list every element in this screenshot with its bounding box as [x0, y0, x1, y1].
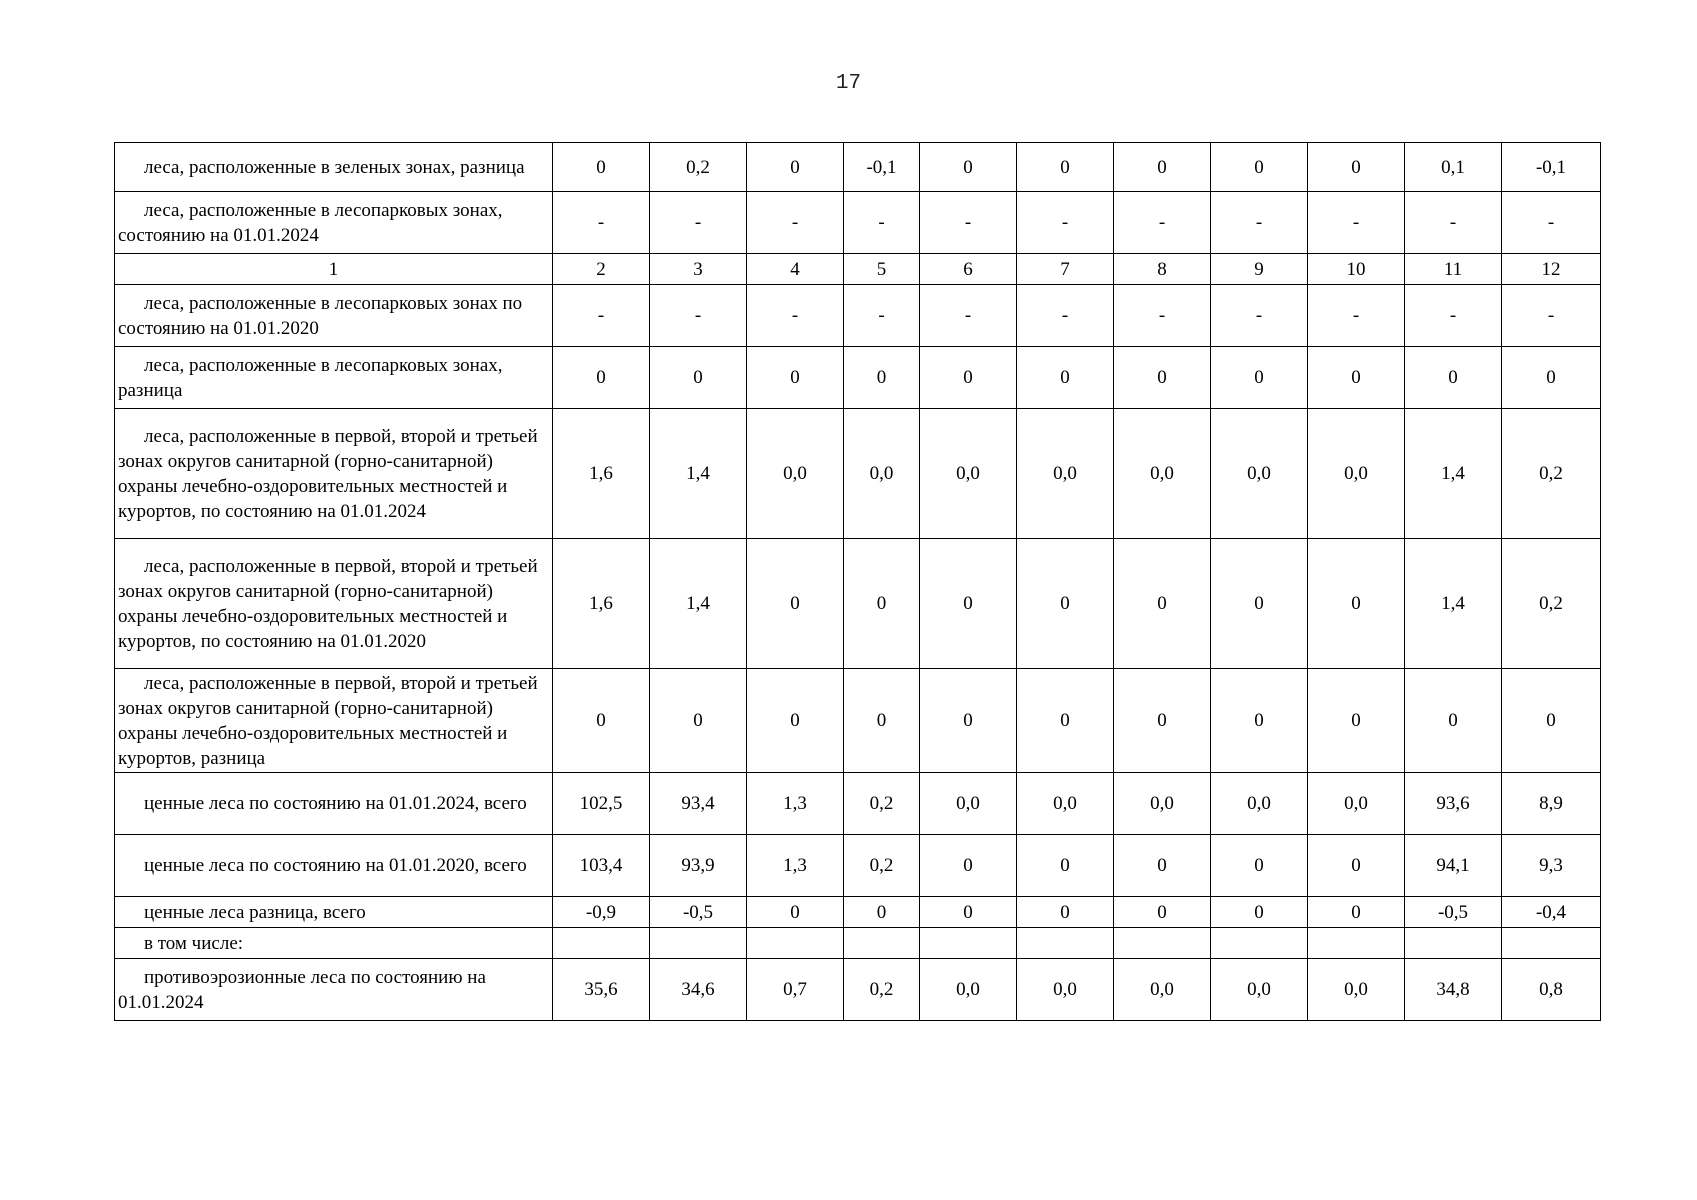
table-cell: 0 — [844, 669, 920, 773]
column-index-cell: 3 — [650, 254, 747, 285]
table-cell: 0 — [1017, 669, 1114, 773]
table-cell: 0 — [1114, 539, 1211, 669]
table-cell: 0 — [1211, 897, 1308, 928]
table-cell: 0 — [1211, 347, 1308, 409]
table-cell: - — [920, 285, 1017, 347]
row-label: противоэрозионные леса по состоянию на 01.01.2024 — [115, 959, 553, 1021]
table-cell: 0 — [1017, 143, 1114, 192]
table-cell: - — [1405, 192, 1502, 254]
table-cell: 0 — [1308, 539, 1405, 669]
table-cell — [920, 928, 1017, 959]
table-cell: - — [650, 285, 747, 347]
row-label: ценные леса разница, всего — [115, 897, 553, 928]
table-cell: 0 — [920, 539, 1017, 669]
table-cell: 0,0 — [920, 409, 1017, 539]
table-row — [115, 669, 1601, 773]
column-index-cell: 9 — [1211, 254, 1308, 285]
table-cell: 0 — [1114, 835, 1211, 897]
table-row — [115, 897, 1601, 928]
table-row — [115, 835, 1601, 897]
row-label: леса, расположенные в зеленых зонах, разница — [115, 143, 553, 192]
table-row — [115, 192, 1601, 254]
table-cell: - — [650, 192, 747, 254]
table-cell: - — [1308, 192, 1405, 254]
table-cell: - — [553, 192, 650, 254]
table-cell: 0 — [1308, 897, 1405, 928]
table-cell: 0 — [1211, 669, 1308, 773]
table-cell: 34,6 — [650, 959, 747, 1021]
table-cell: -0,9 — [553, 897, 650, 928]
table-cell: 1,4 — [1405, 409, 1502, 539]
row-label: леса, расположенные в первой, второй и третьей зонах округов санитарной (горно-санитарной) охраны лечебно-оздоровительных местностей и курортов, разница — [115, 669, 553, 773]
column-index-cell: 6 — [920, 254, 1017, 285]
table-cell: 0,7 — [747, 959, 844, 1021]
table-cell: 0 — [1308, 347, 1405, 409]
table-cell: 0,0 — [1211, 409, 1308, 539]
table-cell — [1308, 928, 1405, 959]
table-cell: - — [1502, 192, 1601, 254]
table-cell: 102,5 — [553, 773, 650, 835]
table-cell — [650, 928, 747, 959]
table-cell: 0,2 — [1502, 409, 1601, 539]
table-cell: 0 — [844, 347, 920, 409]
table-cell: 0 — [1405, 347, 1502, 409]
table-cell: - — [553, 285, 650, 347]
table-cell: 0,0 — [1017, 409, 1114, 539]
table-cell: 0,0 — [1017, 959, 1114, 1021]
table-cell: 0 — [1017, 835, 1114, 897]
table-cell: 9,3 — [1502, 835, 1601, 897]
table-cell — [747, 928, 844, 959]
table-cell: 35,6 — [553, 959, 650, 1021]
table-cell: 0,0 — [1017, 773, 1114, 835]
table-cell: 0 — [747, 143, 844, 192]
table-cell: 0 — [1308, 143, 1405, 192]
table-cell: 0 — [1502, 347, 1601, 409]
table-cell: 0,0 — [1308, 959, 1405, 1021]
table-cell: 0,2 — [844, 773, 920, 835]
table-cell: 1,3 — [747, 835, 844, 897]
table-cell: 0 — [1211, 835, 1308, 897]
row-label: в том числе: — [115, 928, 553, 959]
table-row — [115, 347, 1601, 409]
table-cell — [1017, 928, 1114, 959]
table-cell: 0 — [747, 897, 844, 928]
table-cell: 0 — [1114, 669, 1211, 773]
table-cell: 93,4 — [650, 773, 747, 835]
table-cell: 0,0 — [1308, 773, 1405, 835]
table-row — [115, 773, 1601, 835]
table-cell: 0 — [1017, 347, 1114, 409]
column-index-cell: 7 — [1017, 254, 1114, 285]
table-cell: 0,0 — [1114, 409, 1211, 539]
table-cell: 34,8 — [1405, 959, 1502, 1021]
column-index-cell: 5 — [844, 254, 920, 285]
table-cell: - — [1114, 192, 1211, 254]
table-cell: 0 — [1114, 347, 1211, 409]
table-cell: -0,1 — [844, 143, 920, 192]
table-cell: 0 — [844, 539, 920, 669]
table-cell: 0,0 — [747, 409, 844, 539]
row-label: леса, расположенные в первой, второй и третьей зонах округов санитарной (горно-санитарной) охраны лечебно-оздоровительных местностей и курортов, по состоянию на 01.01.2020 — [115, 539, 553, 669]
table-cell: - — [844, 285, 920, 347]
table-cell: 0,2 — [650, 143, 747, 192]
table-cell — [1211, 928, 1308, 959]
table-cell: 0 — [553, 669, 650, 773]
table-cell: 0 — [1211, 143, 1308, 192]
table-cell: 93,6 — [1405, 773, 1502, 835]
column-index-row — [115, 254, 1601, 285]
table-cell: 0 — [553, 143, 650, 192]
table-row — [115, 143, 1601, 192]
table-cell: - — [1017, 192, 1114, 254]
row-label: леса, расположенные в первой, второй и третьей зонах округов санитарной (горно-санитарной) охраны лечебно-оздоровительных местностей и курортов, по состоянию на 01.01.2024 — [115, 409, 553, 539]
table-row — [115, 959, 1601, 1021]
table-cell — [1502, 928, 1601, 959]
table-cell: 0 — [920, 897, 1017, 928]
table-cell: 0 — [747, 539, 844, 669]
table-cell: 0,0 — [920, 773, 1017, 835]
table-cell: 93,9 — [650, 835, 747, 897]
row-label: леса, расположенные в лесопарковых зонах, разница — [115, 347, 553, 409]
column-index-cell: 4 — [747, 254, 844, 285]
table-cell: 94,1 — [1405, 835, 1502, 897]
table-cell: - — [1211, 285, 1308, 347]
row-label: ценные леса по состоянию на 01.01.2020, всего — [115, 835, 553, 897]
table-cell: 0,2 — [844, 835, 920, 897]
table-cell: 1,4 — [650, 409, 747, 539]
table-cell: 1,6 — [553, 409, 650, 539]
column-index-cell: 11 — [1405, 254, 1502, 285]
table-cell: - — [920, 192, 1017, 254]
table-cell: 0 — [1502, 669, 1601, 773]
table-cell: 0 — [1405, 669, 1502, 773]
table-row — [115, 409, 1601, 539]
row-label: ценные леса по состоянию на 01.01.2024, всего — [115, 773, 553, 835]
table-cell: 0 — [553, 347, 650, 409]
table-cell: - — [747, 192, 844, 254]
table-cell: 0,0 — [1211, 959, 1308, 1021]
table-cell: 0,0 — [1308, 409, 1405, 539]
table-row — [115, 539, 1601, 669]
table-cell: 1,3 — [747, 773, 844, 835]
table-cell: 0 — [650, 347, 747, 409]
column-index-cell: 2 — [553, 254, 650, 285]
column-index-cell: 8 — [1114, 254, 1211, 285]
table-cell: 0 — [920, 347, 1017, 409]
table-cell: 0,1 — [1405, 143, 1502, 192]
forest-data-table — [114, 142, 1601, 1021]
table-cell: - — [747, 285, 844, 347]
table-cell: 0,0 — [1114, 959, 1211, 1021]
table-cell: 0 — [920, 835, 1017, 897]
table-cell: 0,2 — [1502, 539, 1601, 669]
table-cell: 0,0 — [1114, 773, 1211, 835]
table-cell: - — [1017, 285, 1114, 347]
table-cell: 103,4 — [553, 835, 650, 897]
row-label: леса, расположенные в лесопарковых зонах, состоянию на 01.01.2024 — [115, 192, 553, 254]
table-cell: - — [1114, 285, 1211, 347]
table-cell: -0,4 — [1502, 897, 1601, 928]
table-cell: 0,0 — [920, 959, 1017, 1021]
table-cell: - — [1502, 285, 1601, 347]
table-cell: 0 — [920, 669, 1017, 773]
table-cell — [553, 928, 650, 959]
table-cell: -0,5 — [1405, 897, 1502, 928]
table-cell: 0 — [920, 143, 1017, 192]
table-cell — [1405, 928, 1502, 959]
table-cell: 0,0 — [844, 409, 920, 539]
table-cell: - — [1308, 285, 1405, 347]
table-row — [115, 928, 1601, 959]
table-cell: 1,4 — [650, 539, 747, 669]
table-cell: 0,0 — [1211, 773, 1308, 835]
table-cell: -0,1 — [1502, 143, 1601, 192]
table-cell: 0 — [1017, 897, 1114, 928]
table-cell: 0 — [747, 669, 844, 773]
page-number: 17 — [835, 72, 862, 95]
table-cell: - — [844, 192, 920, 254]
table-cell — [1114, 928, 1211, 959]
table-cell: - — [1211, 192, 1308, 254]
table-cell: -0,5 — [650, 897, 747, 928]
table-cell: 1,4 — [1405, 539, 1502, 669]
table-cell: 1,6 — [553, 539, 650, 669]
table-cell: 0 — [1308, 669, 1405, 773]
table-cell: 0 — [650, 669, 747, 773]
table-row — [115, 285, 1601, 347]
table-cell: 0 — [1308, 835, 1405, 897]
column-index-cell: 1 — [115, 254, 553, 285]
table-cell: 0 — [1017, 539, 1114, 669]
table-cell — [844, 928, 920, 959]
table-cell: 0 — [747, 347, 844, 409]
column-index-cell: 12 — [1502, 254, 1601, 285]
column-index-cell: 10 — [1308, 254, 1405, 285]
table-cell: - — [1405, 285, 1502, 347]
table-cell: 8,9 — [1502, 773, 1601, 835]
table-cell: 0,8 — [1502, 959, 1601, 1021]
table-cell: 0,2 — [844, 959, 920, 1021]
row-label: леса, расположенные в лесопарковых зонах по состоянию на 01.01.2020 — [115, 285, 553, 347]
table-cell: 0 — [1114, 897, 1211, 928]
table-cell: 0 — [1114, 143, 1211, 192]
table-cell: 0 — [1211, 539, 1308, 669]
table-cell: 0 — [844, 897, 920, 928]
